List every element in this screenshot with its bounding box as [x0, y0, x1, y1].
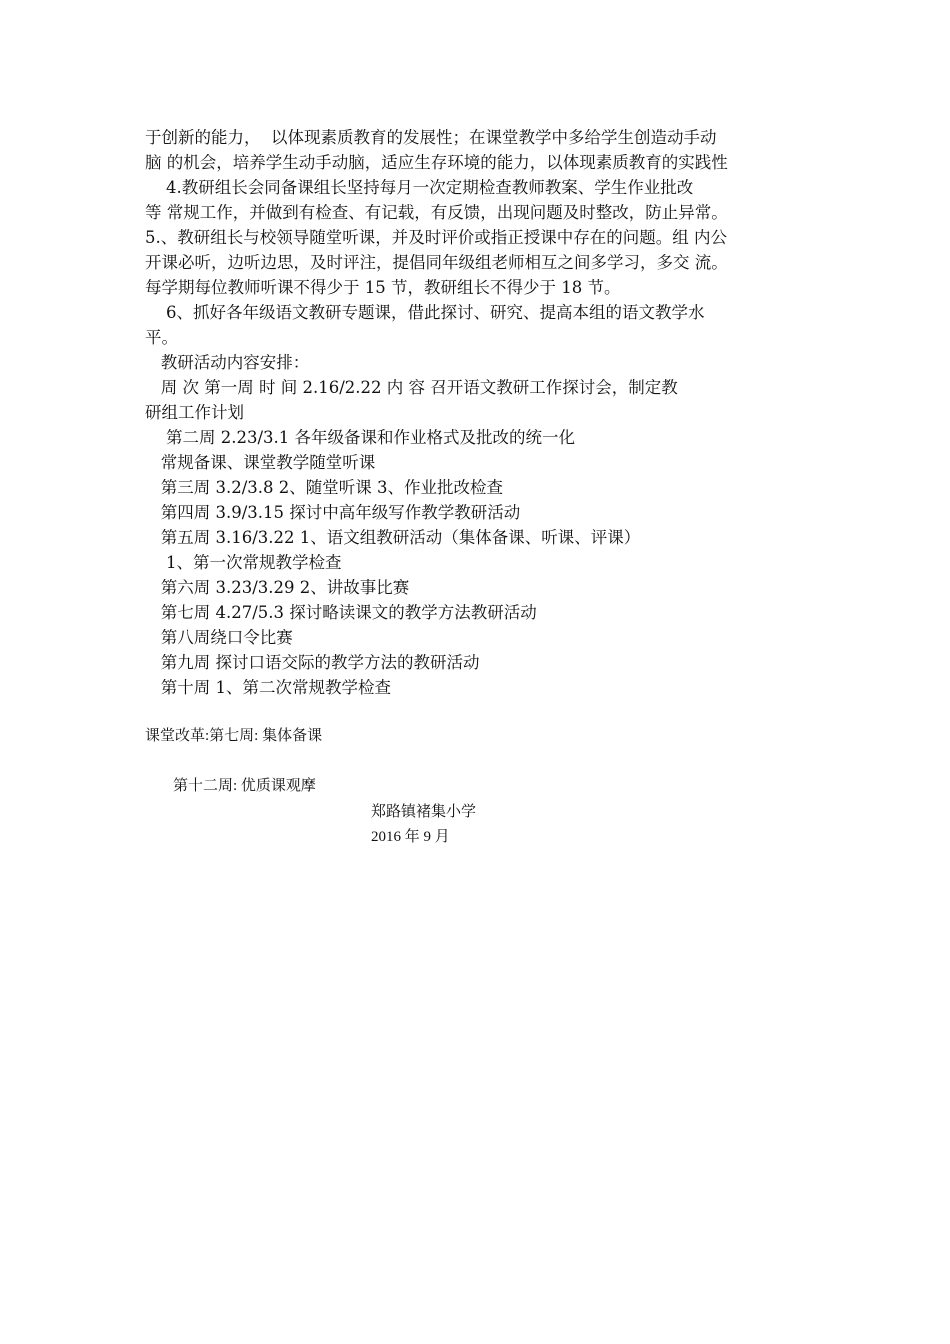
section-heading: 教研活动内容安排： — [145, 353, 310, 372]
schedule-line: 第九周 探讨口语交际的教学方法的教研活动 — [145, 653, 480, 672]
document-date: 2016 年 9 月 — [371, 829, 450, 845]
classroom-reform-line: 课堂改革:第七周: 集体备课 — [145, 728, 323, 744]
schedule-line: 第八周绕口令比赛 — [145, 628, 293, 647]
schedule-line: 第四周 3.9/3.15 探讨中高年级写作教学教研活动 — [145, 503, 521, 522]
body-line: 4.教研组长会同备课组长坚持每月一次定期检查教师教案、学生作业批改 — [145, 178, 694, 197]
body-line: 脑 的机会，培养学生动手动脑，适应生存环境的能力，以体现素质教育的实践性 — [145, 153, 728, 172]
body-line: 于创新的能力， 以体现素质教育的发展性；在课堂教学中多给学生创造动手动 — [145, 128, 717, 147]
schedule-line: 第七周 4.27/5.3 探讨略读课文的教学方法教研活动 — [145, 603, 537, 622]
body-line: 平。 — [145, 328, 178, 347]
schedule-line: 第十周 1、第二次常规教学检查 — [145, 678, 391, 697]
schedule-line: 第六周 3.23/3.29 2、讲故事比赛 — [145, 578, 410, 597]
body-line: 5.、教研组长与校领导随堂听课，并及时评价或指正授课中存在的问题。组 内公 — [145, 228, 727, 247]
schedule-line: 研组工作计划 — [145, 403, 244, 422]
schedule-line: 常规备课、课堂教学随堂听课 — [145, 453, 376, 472]
schedule-line: 周 次 第一周 时 间 2.16/2.22 内 容 召开语文教研工作探讨会，制定教 — [145, 378, 678, 397]
week-twelve-line: 第十二周: 优质课观摩 — [173, 778, 316, 794]
school-name: 郑路镇褚集小学 — [371, 804, 477, 820]
schedule-line: 第三周 3.2/3.8 2、随堂听课 3、作业批改检查 — [145, 478, 504, 497]
schedule-line: 1、第一次常规教学检查 — [145, 553, 342, 572]
body-line: 每学期每位教师听课不得少于 15 节，教研组长不得少于 18 节。 — [145, 278, 621, 297]
body-line: 开课必听，边听边思，及时评注，提倡同年级组老师相互之间多学习，多交 流。 — [145, 253, 728, 272]
body-line: 6、抓好各年级语文教研专题课，借此探讨、研究、提高本组的语文教学水 — [145, 303, 705, 322]
body-line: 等 常规工作，并做到有检查、有记载，有反馈，出现问题及时整改，防止异常。 — [145, 203, 728, 222]
schedule-line: 第五周 3.16/3.22 1、语文组教研活动（集体备课、听课、评课） — [145, 528, 641, 547]
schedule-line: 第二周 2.23/3.1 各年级备课和作业格式及批改的统一化 — [145, 428, 576, 447]
